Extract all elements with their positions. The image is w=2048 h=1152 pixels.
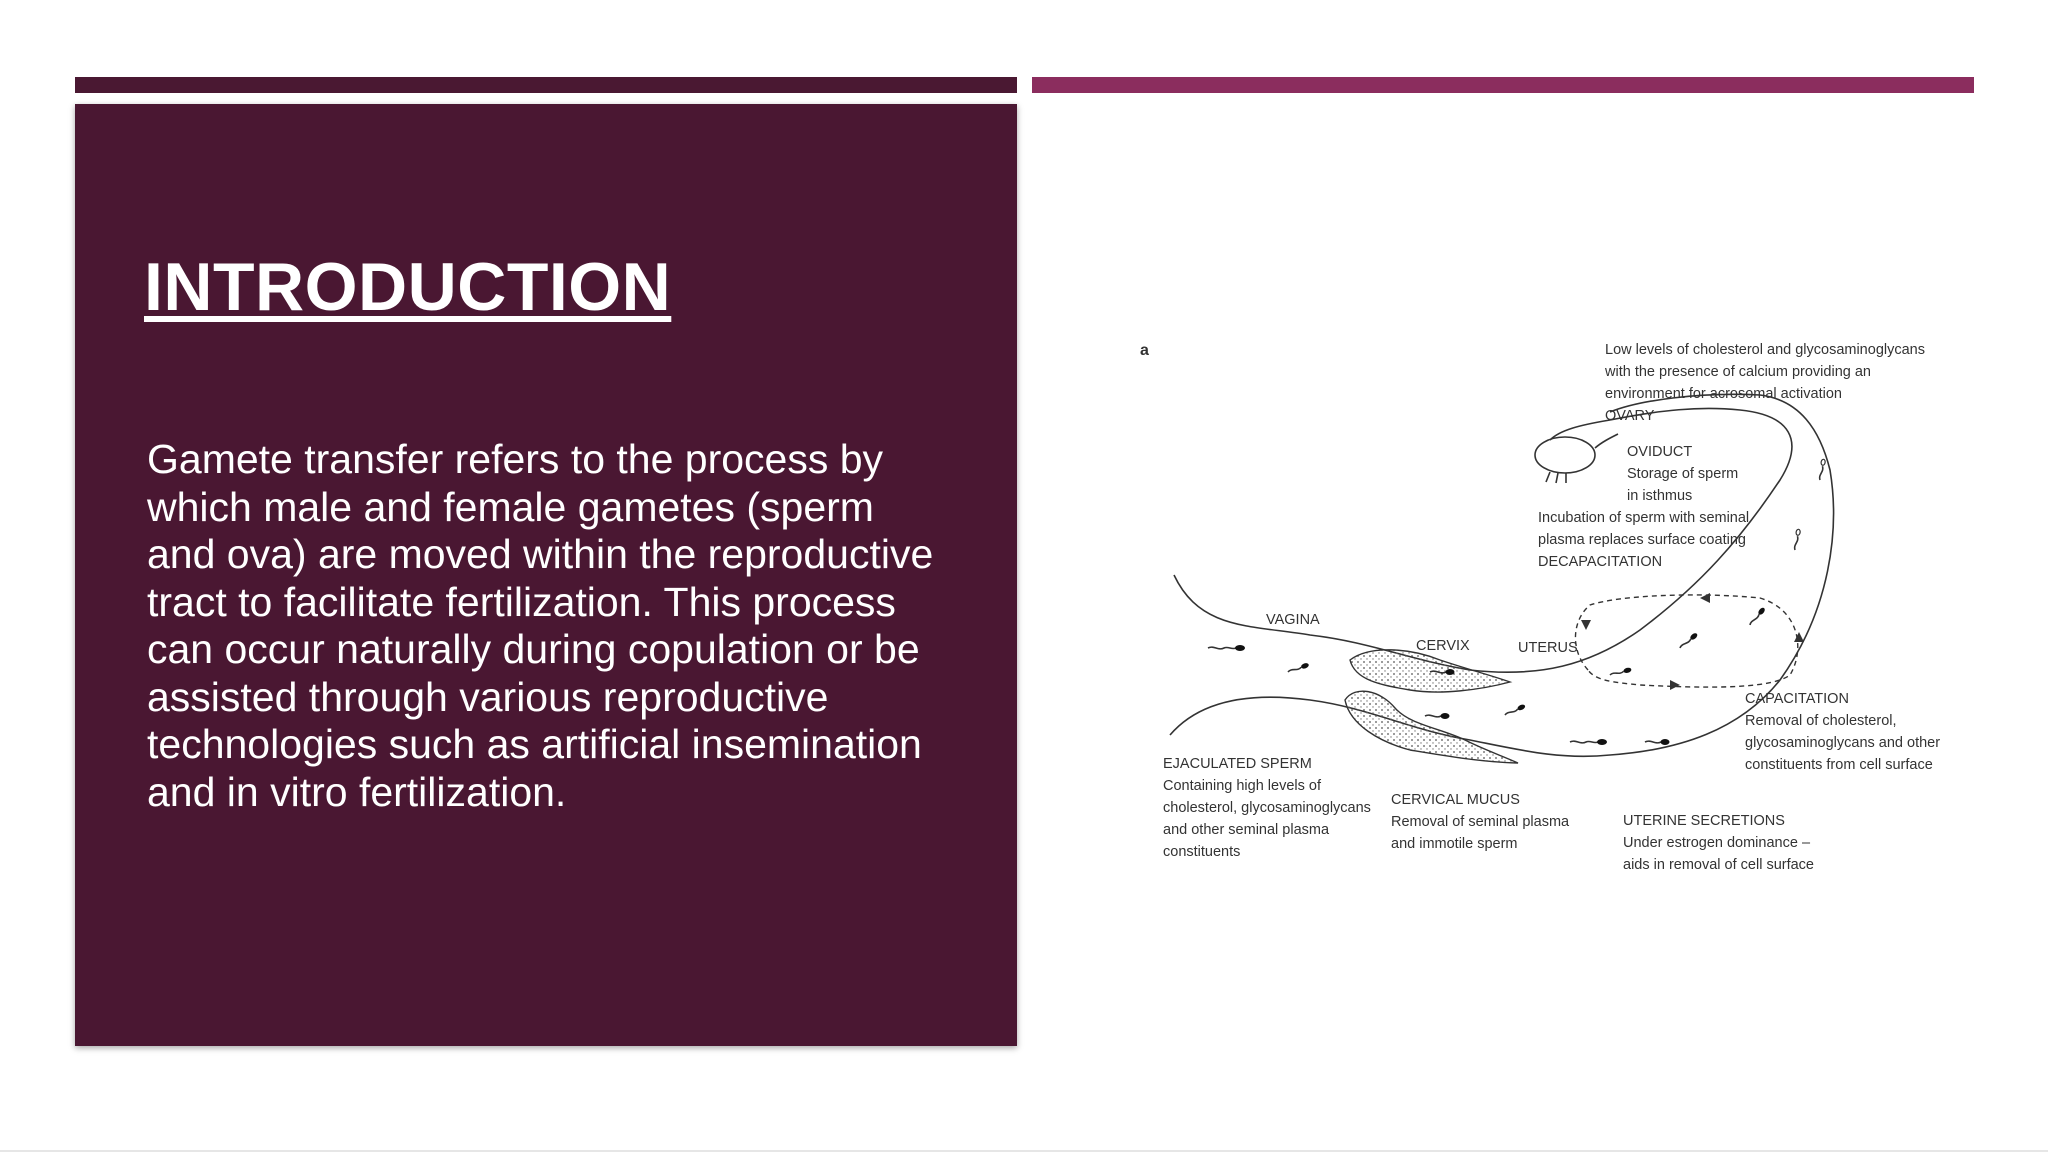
panel-letter: a bbox=[1140, 342, 1149, 359]
note-incubation-1: Incubation of sperm with seminal bbox=[1538, 510, 1750, 526]
cervix-mucus-lower bbox=[1345, 691, 1518, 763]
left-accent-bar bbox=[75, 77, 1017, 93]
note-ejaculated-3: and other seminal plasma bbox=[1163, 822, 1330, 838]
label-ejaculated-sperm: EJACULATED SPERM bbox=[1163, 756, 1312, 772]
label-vagina: VAGINA bbox=[1266, 612, 1320, 628]
note-top-1: Low levels of cholesterol and glycosaminoglycans bbox=[1605, 342, 1925, 358]
note-mucus-2: and immotile sperm bbox=[1391, 836, 1518, 852]
label-capacitation: CAPACITATION bbox=[1745, 691, 1849, 707]
label-cervix: CERVIX bbox=[1416, 638, 1470, 654]
note-capacitation-2: glycosaminoglycans and other bbox=[1745, 735, 1941, 751]
label-decapacitation: DECAPACITATION bbox=[1538, 554, 1663, 570]
diagram-svg bbox=[1140, 330, 1940, 890]
note-oviduct-2: in isthmus bbox=[1627, 488, 1693, 504]
loop-arrow-right bbox=[1670, 680, 1680, 690]
reproductive-tract-diagram bbox=[1140, 330, 1940, 890]
note-ejaculated-4: constituents bbox=[1163, 844, 1241, 860]
label-oviduct: OVIDUCT bbox=[1627, 444, 1693, 460]
tract-lower-wall bbox=[1170, 395, 1833, 756]
loop-arrow-up bbox=[1794, 632, 1804, 642]
sperm-cells bbox=[1208, 459, 1826, 745]
label-uterine-secretions: UTERINE SECRETIONS bbox=[1623, 813, 1785, 829]
note-incubation-2: plasma replaces surface coating bbox=[1538, 532, 1746, 548]
label-ovary: OVARY bbox=[1605, 408, 1655, 424]
right-accent-bar bbox=[1032, 77, 1974, 93]
note-ejaculated-2: cholesterol, glycosaminoglycans bbox=[1163, 800, 1371, 816]
note-top-3: environment for acrosomal activation bbox=[1605, 386, 1842, 402]
note-uterine-1: Under estrogen dominance – bbox=[1623, 835, 1811, 851]
note-capacitation-1: Removal of cholesterol, bbox=[1745, 713, 1897, 729]
label-cervical-mucus: CERVICAL MUCUS bbox=[1391, 792, 1520, 808]
note-uterine-2: aids in removal of cell surface bbox=[1623, 857, 1814, 873]
note-mucus-1: Removal of seminal plasma bbox=[1391, 814, 1570, 830]
label-uterus: UTERUS bbox=[1518, 640, 1578, 656]
note-capacitation-3: constituents from cell surface bbox=[1745, 757, 1933, 773]
ovary-fimbria bbox=[1546, 434, 1618, 483]
loop-arrow-down bbox=[1581, 620, 1591, 630]
note-oviduct-1: Storage of sperm bbox=[1627, 466, 1739, 482]
slide-body-text: Gamete transfer refers to the process by which male and female gametes (sperm and ova) are moved within the reproductive tract to facilitate fertilization. This process can occur naturally during copulation or be assisted through various reproductive technologies such as artificial insemination and in vitro fertilization. bbox=[147, 436, 934, 815]
note-ejaculated-1: Containing high levels of bbox=[1163, 778, 1321, 794]
slide-title: INTRODUCTION bbox=[144, 249, 672, 325]
ovary-shape bbox=[1535, 437, 1595, 473]
note-top-2: with the presence of calcium providing an bbox=[1605, 364, 1871, 380]
